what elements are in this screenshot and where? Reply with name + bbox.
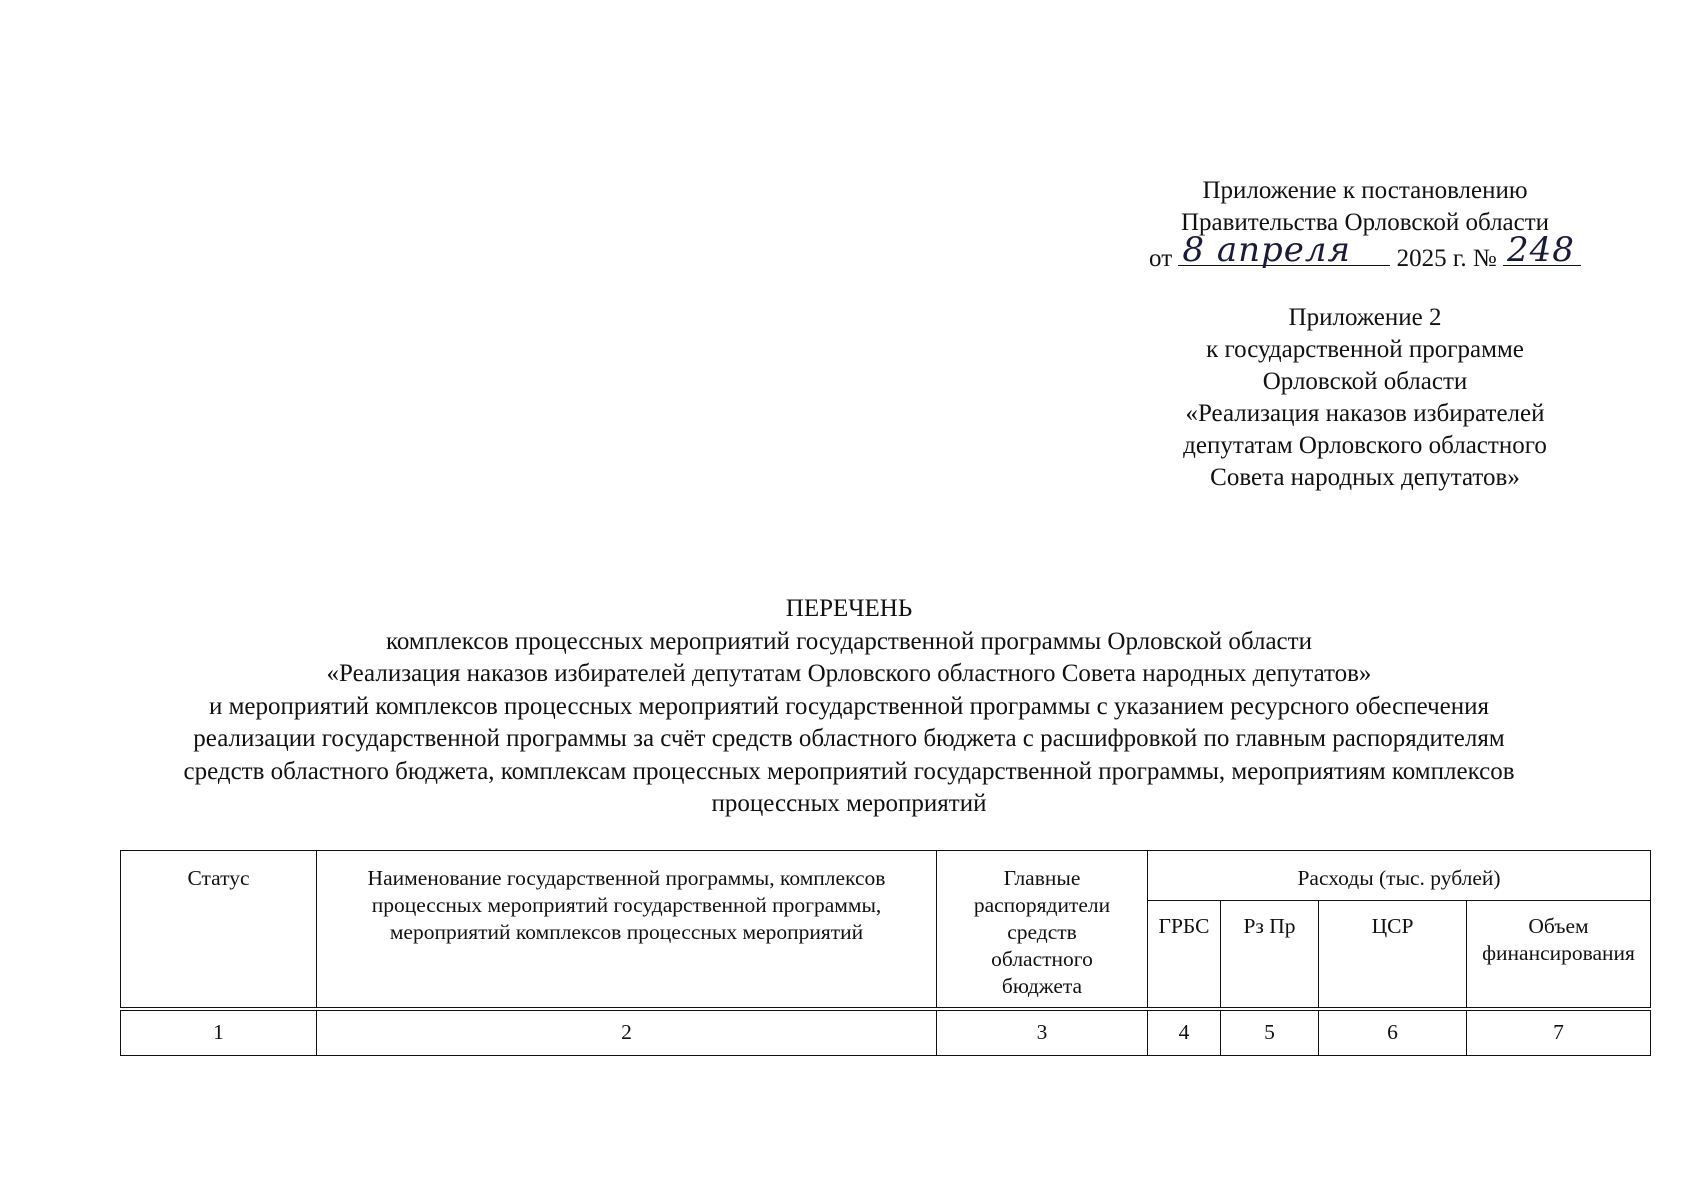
header-csr-label: ЦСР xyxy=(1371,914,1414,938)
header-status-label: Статус xyxy=(187,866,250,890)
header-managers-line: распорядители xyxy=(973,893,1111,917)
header-grbs xyxy=(1148,901,1221,1009)
title-line: и мероприятий комплексов процессных мероприятий государственной программы с указанием ресурсного обеспечения xyxy=(208,692,1490,720)
header-volume xyxy=(1467,901,1651,1009)
column-number: 7 xyxy=(1467,1009,1651,1056)
appendix2-line: к государственной программе xyxy=(1206,336,1524,363)
appendix-header xyxy=(1120,175,1610,275)
appendix-line-2: Правительства Орловской области xyxy=(1180,209,1550,236)
header-managers-line: Главные xyxy=(1003,866,1081,890)
title-line: процессных мероприятий xyxy=(711,790,987,817)
header-volume-line: Объем xyxy=(1528,914,1589,938)
appendix2-line: Приложение 2 xyxy=(1288,304,1442,331)
budget-table-wrap xyxy=(120,850,1650,1056)
title-line: реализации государственной программы за счёт средств областного бюджета с расшифровкой по главным распорядителям xyxy=(193,725,1505,752)
column-number: 3 xyxy=(937,1009,1148,1056)
handwritten-date: 8 апреля xyxy=(1182,230,1352,270)
budget-table xyxy=(120,850,1651,1056)
number-blank xyxy=(1503,230,1581,270)
header-name-line: процессных мероприятий государственной программы, xyxy=(371,893,882,917)
header-main-managers xyxy=(937,851,1148,1009)
column-number: 6 xyxy=(1319,1009,1467,1056)
header-managers-line: бюджета xyxy=(1001,974,1083,998)
header-expenses xyxy=(1148,851,1651,901)
header-managers-line: средств xyxy=(1007,920,1077,944)
header-name-line: мероприятий комплексов процессных мероприятий xyxy=(389,920,864,944)
date-blank xyxy=(1178,230,1390,270)
column-number: 5 xyxy=(1221,1009,1319,1056)
year-label: 2025 г. № xyxy=(1396,245,1497,272)
appendix2-line: Совета народных депутатов» xyxy=(1210,464,1520,491)
column-number: 4 xyxy=(1148,1009,1221,1056)
header-grbs-label: ГРБС xyxy=(1158,914,1210,938)
title-line: «Реализация наказов избирателей депутатам Орловского областного Совета народных депутатов» xyxy=(326,660,1372,687)
title-heading: ПЕРЕЧЕНЬ xyxy=(785,595,913,622)
ot-label: от xyxy=(1149,245,1173,272)
header-status xyxy=(121,851,317,1009)
appendix2-line: Орловской области xyxy=(1262,368,1468,395)
column-number-row xyxy=(121,1009,1651,1056)
appendix-date-line xyxy=(1120,230,1610,275)
appendix2-line: депутатам Орловского областного xyxy=(1183,432,1547,459)
header-rzpr xyxy=(1221,901,1319,1009)
document-title xyxy=(100,593,1598,821)
column-number: 1 xyxy=(121,1009,317,1056)
header-csr xyxy=(1319,901,1467,1009)
title-line: комплексов процессных мероприятий государственной программы Орловской области xyxy=(386,627,1312,655)
appendix2-header xyxy=(1120,302,1610,494)
header-volume-line: финансирования xyxy=(1482,941,1635,965)
column-number: 2 xyxy=(317,1009,937,1056)
appendix-line-1: Приложение к постановлению xyxy=(1202,177,1528,204)
header-name-line: Наименование государственной программы, комплексов xyxy=(367,866,886,890)
header-expenses-label: Расходы (тыс. рублей) xyxy=(1297,866,1501,890)
header-rzpr-label: Рз Пр xyxy=(1243,914,1296,938)
title-line: средств областного бюджета, комплексам процессных мероприятий государственной программы, мероприятиям комплексов xyxy=(183,757,1515,785)
appendix2-line: «Реализация наказов избирателей xyxy=(1185,400,1545,427)
handwritten-number: 248 xyxy=(1506,230,1575,270)
header-name xyxy=(317,851,937,1009)
header-managers-line: областного xyxy=(991,947,1093,971)
